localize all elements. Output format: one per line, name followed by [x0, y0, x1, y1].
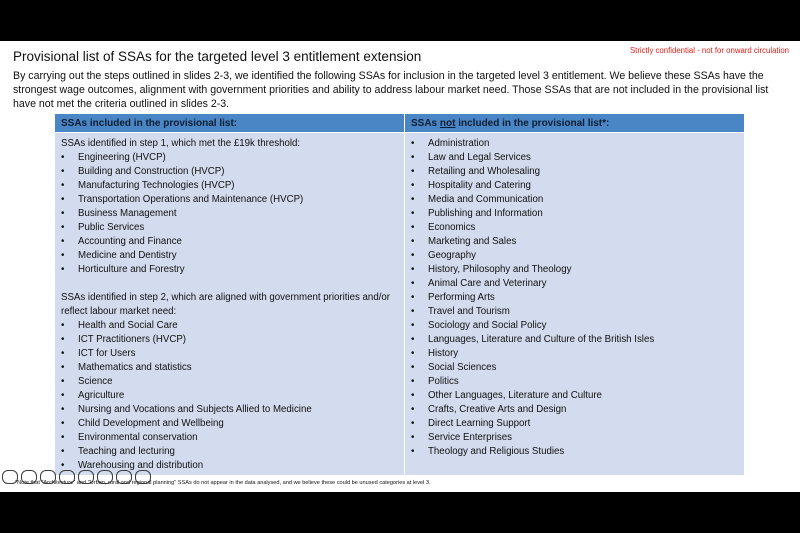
confidential-label: Strictly confidential - not for onward circulation — [629, 46, 789, 55]
list-item-label: Health and Social Care — [78, 320, 178, 331]
list-item-label: Performing Arts — [428, 292, 495, 303]
slide-nav-controls — [2, 470, 151, 484]
list-item — [61, 445, 400, 459]
list-item — [411, 221, 740, 235]
nav-control[interactable] — [59, 470, 75, 484]
nav-control[interactable] — [78, 470, 94, 484]
list-item-label: Administration — [428, 138, 490, 149]
bullet-icon: • — [411, 152, 415, 163]
bullet-icon: • — [411, 236, 415, 247]
list-item-label: Marketing and Sales — [428, 236, 517, 247]
list-item-label: Mathematics and statistics — [78, 362, 192, 373]
bullet-icon: • — [61, 432, 65, 443]
list-item — [411, 249, 740, 263]
list-item — [411, 137, 740, 151]
bullet-icon: • — [61, 376, 65, 387]
list-item-label: Science — [78, 376, 113, 387]
list-item-label: Horticulture and Forestry — [78, 264, 185, 275]
slide — [0, 41, 800, 492]
bullet-icon: • — [61, 180, 65, 191]
list-item — [61, 361, 400, 375]
bullet-icon: • — [411, 194, 415, 205]
bullet-icon: • — [411, 390, 415, 401]
list-item — [411, 417, 740, 431]
nav-control[interactable] — [40, 470, 56, 484]
list-item — [61, 333, 400, 347]
list-item-label: History, Philosophy and Theology — [428, 264, 572, 275]
list-item — [411, 361, 740, 375]
nav-control[interactable] — [135, 470, 151, 484]
list-item — [411, 151, 740, 165]
ssa-table — [54, 113, 745, 476]
list-item-label: Theology and Religious Studies — [428, 446, 565, 457]
header-not-included — [405, 114, 745, 133]
list-item-label: Nursing and Vocations and Subjects Allied to Medicine — [78, 404, 312, 415]
list-item-label: Teaching and lecturing — [78, 446, 175, 457]
slide-title: Provisional list of SSAs for the targeted level 3 entitlement extension — [13, 49, 422, 64]
list-item — [411, 347, 740, 361]
list-item-label: Public Services — [78, 222, 145, 233]
list-item — [61, 263, 400, 277]
bullet-icon: • — [61, 320, 65, 331]
bullet-icon: • — [61, 404, 65, 415]
list-item-label: Retailing and Wholesaling — [428, 166, 541, 177]
list-item — [61, 207, 400, 221]
list-item — [61, 179, 400, 193]
bullet-icon: • — [61, 362, 65, 373]
bullet-icon: • — [61, 390, 65, 401]
bullet-icon: • — [61, 194, 65, 205]
not-included-cell — [405, 133, 745, 476]
list-item-label: Languages, Literature and Culture of the British Isles — [428, 334, 655, 345]
bullet-icon: • — [411, 376, 415, 387]
bullet-icon: • — [411, 250, 415, 261]
list-item-label: Service Enterprises — [428, 432, 512, 443]
list-item-label: Geography — [428, 250, 476, 261]
bullet-icon: • — [411, 418, 415, 429]
list-item — [411, 319, 740, 333]
list-item-label: Child Development and Wellbeing — [78, 418, 224, 429]
list-item — [61, 249, 400, 263]
bullet-icon: • — [411, 432, 415, 443]
bullet-icon: • — [411, 348, 415, 359]
list-item-label: Accounting and Finance — [78, 236, 182, 247]
list-item-label: Other Languages, Literature and Culture — [428, 390, 602, 401]
bullet-icon: • — [411, 278, 415, 289]
step1-heading: SSAs identified in step 1, which met the £19k threshold: — [61, 138, 301, 149]
not-included-list — [411, 137, 740, 459]
bullet-icon: • — [411, 222, 415, 233]
list-item-label: Economics — [428, 222, 476, 233]
list-item — [61, 389, 400, 403]
list-item-label: Medicine and Dentistry — [78, 250, 177, 261]
list-item — [411, 305, 740, 319]
bullet-icon: • — [61, 264, 65, 275]
list-item-label: History — [428, 348, 459, 359]
list-item-label: ICT Practitioners (HVCP) — [78, 334, 187, 345]
intro-paragraph: By carrying out the steps outlined in slides 2-3, we identified the following SSAs for inclusion in the targeted level 3 entitlement. We believe these SSAs have the strongest wage outcomes, alignment with government priorities and ability to address labour market need. Those SSAs that are not included in the provisional list have not met the criteria outlined in slides 2-3. — [13, 70, 769, 110]
bullet-icon: • — [411, 446, 415, 457]
list-item-label: Crafts, Creative Arts and Design — [428, 404, 567, 415]
list-item — [411, 263, 740, 277]
bullet-icon: • — [61, 208, 65, 219]
bullet-icon: • — [61, 348, 65, 359]
nav-control[interactable] — [21, 470, 37, 484]
nav-control[interactable] — [116, 470, 132, 484]
step2-heading: SSAs identified in step 2, which are aligned with government priorities and/or reflect labour market need: — [61, 292, 391, 317]
bullet-icon: • — [411, 362, 415, 373]
list-item — [61, 431, 400, 445]
list-item — [411, 445, 740, 459]
list-item-label: Engineering (HVCP) — [78, 152, 166, 163]
bullet-icon: • — [61, 334, 65, 345]
list-item — [61, 375, 400, 389]
step1-list — [61, 151, 400, 277]
bullet-icon: • — [411, 264, 415, 275]
bullet-icon: • — [411, 292, 415, 303]
bullet-icon: • — [411, 306, 415, 317]
list-item — [61, 235, 400, 249]
nav-control[interactable] — [2, 470, 18, 484]
header-not-included-pre: SSAs — [411, 117, 440, 129]
list-item-label: Transportation Operations and Maintenance (HVCP) — [78, 194, 304, 205]
list-item — [411, 389, 740, 403]
list-item — [61, 319, 400, 333]
bullet-icon: • — [411, 208, 415, 219]
bullet-icon: • — [411, 166, 415, 177]
list-item-label: Social Sciences — [428, 362, 497, 373]
bullet-icon: • — [411, 180, 415, 191]
list-item — [411, 291, 740, 305]
list-item — [411, 277, 740, 291]
list-item-label: Manufacturing Technologies (HVCP) — [78, 180, 235, 191]
nav-control[interactable] — [97, 470, 113, 484]
bullet-icon: • — [61, 222, 65, 233]
header-not-underlined: not — [439, 117, 456, 129]
list-item-label: Law and Legal Services — [428, 152, 531, 163]
included-cell — [55, 133, 405, 476]
list-item — [61, 151, 400, 165]
list-item-label: Environmental conservation — [78, 432, 198, 443]
footnote: *Note that "Architecture" and "Urban, rural and regional planning" SSAs do not appear in the data analysed, and we believe these could be unused categories at level 3. — [15, 480, 431, 486]
list-item — [411, 431, 740, 445]
list-item — [411, 179, 740, 193]
list-item — [411, 193, 740, 207]
header-not-included-post: included in the provisional list*: — [455, 117, 610, 129]
list-item — [61, 193, 400, 207]
list-item-label: Business Management — [78, 208, 177, 219]
list-item — [61, 417, 400, 431]
bullet-icon: • — [61, 166, 65, 177]
bullet-icon: • — [61, 418, 65, 429]
list-item-label: Building and Construction (HVCP) — [78, 166, 225, 177]
header-included: SSAs included in the provisional list: — [55, 114, 405, 133]
list-item — [411, 375, 740, 389]
bullet-icon: • — [411, 404, 415, 415]
list-item — [61, 165, 400, 179]
list-item-label: Animal Care and Veterinary — [428, 278, 547, 289]
bullet-icon: • — [61, 460, 65, 471]
list-item-label: Hospitality and Catering — [428, 180, 531, 191]
step2-list — [61, 319, 400, 473]
list-item-label: Direct Learning Support — [428, 418, 531, 429]
list-item-label: Agriculture — [78, 390, 125, 401]
list-item — [411, 403, 740, 417]
list-item — [411, 165, 740, 179]
bullet-icon: • — [61, 250, 65, 261]
list-item — [411, 207, 740, 221]
list-item-label: Sociology and Social Policy — [428, 320, 547, 331]
list-item — [411, 333, 740, 347]
list-item-label: Politics — [428, 376, 459, 387]
bullet-icon: • — [411, 138, 415, 149]
list-item-label: Travel and Tourism — [428, 306, 510, 317]
list-item — [61, 403, 400, 417]
list-item — [411, 235, 740, 249]
list-item-label: ICT for Users — [78, 348, 136, 359]
list-item — [61, 221, 400, 235]
list-item — [61, 347, 400, 361]
bullet-icon: • — [411, 320, 415, 331]
list-item-label: Warehousing and distribution — [78, 460, 204, 471]
bullet-icon: • — [61, 236, 65, 247]
bullet-icon: • — [61, 152, 65, 163]
list-item-label: Publishing and Information — [428, 208, 543, 219]
list-item-label: Media and Communication — [428, 194, 544, 205]
bullet-icon: • — [61, 446, 65, 457]
bullet-icon: • — [411, 334, 415, 345]
